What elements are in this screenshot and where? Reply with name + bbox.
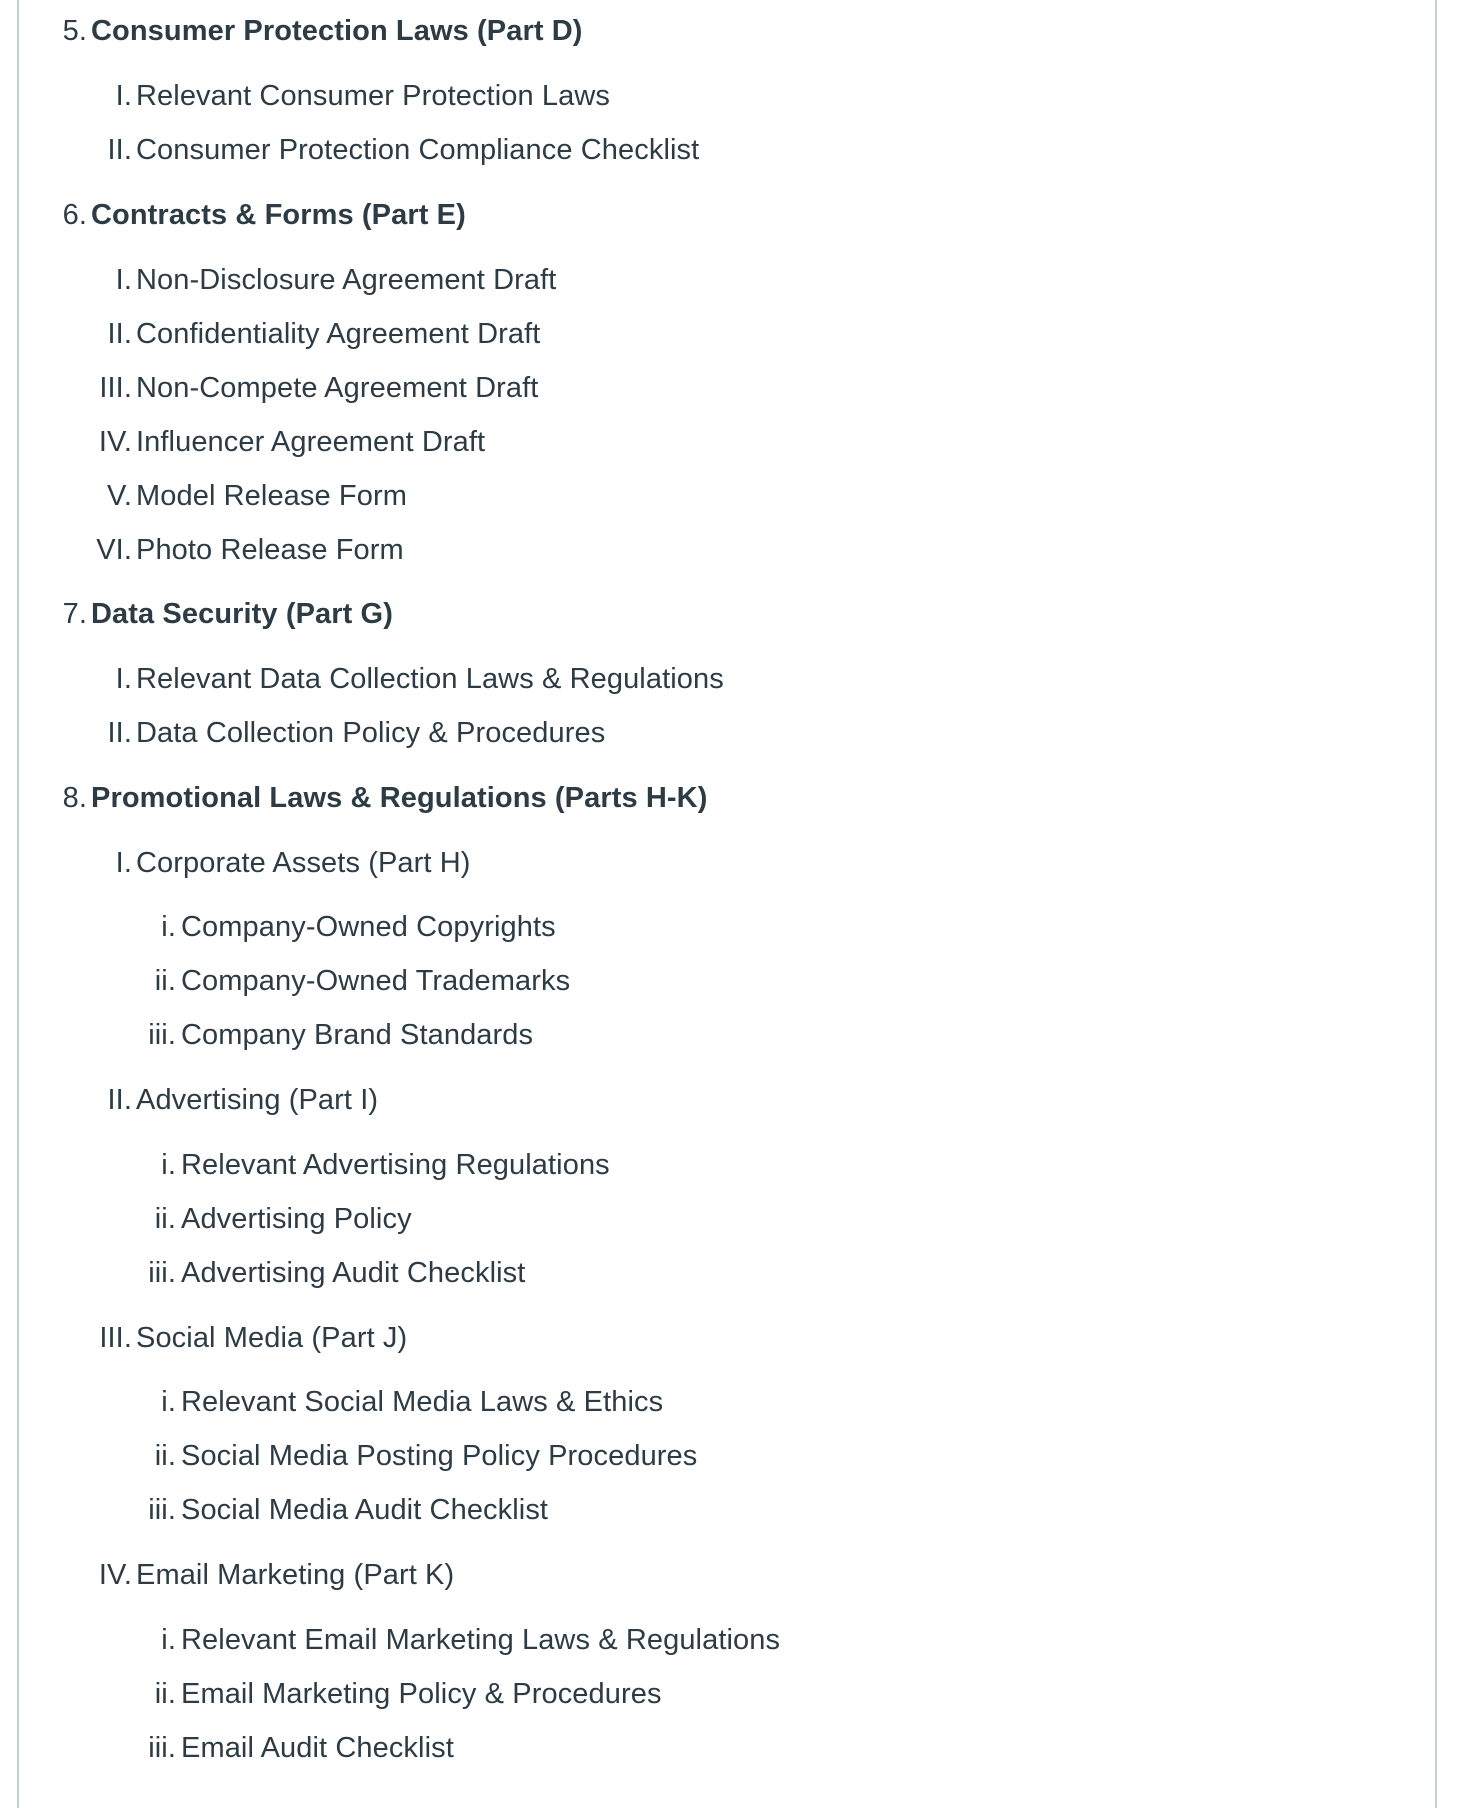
item-label: Relevant Social Media Laws & Ethics — [181, 1386, 664, 1418]
item-label: Promotional Laws & Regulations (Parts H-K) — [91, 782, 708, 814]
item-number: IV. — [98, 426, 132, 458]
item-label: Advertising Audit Checklist — [181, 1257, 526, 1289]
item-number: 5. — [62, 15, 87, 47]
item-number: ii. — [154, 1203, 176, 1235]
item-number: I. — [115, 264, 132, 296]
item-label: Consumer Protection Compliance Checklist — [136, 134, 700, 166]
item-label: Relevant Consumer Protection Laws — [136, 80, 610, 112]
item-label: Advertising (Part I) — [136, 1084, 379, 1116]
item-label: Data Collection Policy & Procedures — [136, 717, 606, 749]
item-label: Photo Release Form — [136, 534, 404, 566]
item-number: ii. — [154, 1678, 176, 1710]
item-label: Model Release Form — [136, 480, 407, 512]
item-number: i. — [161, 1386, 176, 1418]
item-number: iii. — [148, 1019, 176, 1051]
item-number: IV. — [98, 1559, 132, 1591]
item-number: II. — [107, 134, 132, 166]
item-label: Company-Owned Trademarks — [181, 965, 571, 997]
item-number: I. — [115, 847, 132, 879]
item-label: Confidentiality Agreement Draft — [136, 318, 541, 350]
item-label: Social Media Posting Policy Procedures — [181, 1440, 698, 1472]
item-label: Non-Compete Agreement Draft — [136, 372, 539, 404]
item-label: Relevant Data Collection Laws & Regulations — [136, 663, 724, 695]
item-label: Non-Disclosure Agreement Draft — [136, 264, 557, 296]
item-number: ii. — [154, 965, 176, 997]
item-label: Social Media (Part J) — [136, 1322, 408, 1354]
item-number: I. — [115, 663, 132, 695]
item-label: Email Marketing (Part K) — [136, 1559, 455, 1591]
item-number: 6. — [62, 199, 87, 231]
item-number: II. — [107, 1084, 132, 1116]
item-label: Relevant Advertising Regulations — [181, 1149, 610, 1181]
item-number: i. — [161, 1624, 176, 1656]
item-label: Relevant Email Marketing Laws & Regulations — [181, 1624, 781, 1656]
item-label: Social Media Audit Checklist — [181, 1494, 549, 1526]
item-number: III. — [99, 372, 132, 404]
item-number: i. — [161, 1149, 176, 1181]
item-number: I. — [115, 80, 132, 112]
item-label: Email Audit Checklist — [181, 1732, 454, 1764]
item-number: ii. — [154, 1440, 176, 1472]
item-number: iii. — [148, 1494, 176, 1526]
item-label: Company-Owned Copyrights — [181, 911, 556, 943]
item-label: Contracts & Forms (Part E) — [91, 199, 466, 231]
item-label: Email Marketing Policy & Procedures — [181, 1678, 662, 1710]
item-number: i. — [161, 911, 176, 943]
item-number: VI. — [96, 534, 132, 566]
item-number: iii. — [148, 1257, 176, 1289]
item-label: Advertising Policy — [181, 1203, 412, 1235]
item-label: Company Brand Standards — [181, 1019, 534, 1051]
item-number: 8. — [62, 782, 87, 814]
item-number: iii. — [148, 1732, 176, 1764]
item-label: Influencer Agreement Draft — [136, 426, 486, 458]
item-number: 7. — [62, 598, 87, 630]
item-number: II. — [107, 717, 132, 749]
item-label: Consumer Protection Laws (Part D) — [91, 15, 583, 47]
item-number: V. — [107, 480, 132, 512]
item-label: Data Security (Part G) — [91, 598, 393, 630]
item-number: II. — [107, 318, 132, 350]
item-number: III. — [99, 1322, 132, 1354]
item-label: Corporate Assets (Part H) — [136, 847, 471, 879]
